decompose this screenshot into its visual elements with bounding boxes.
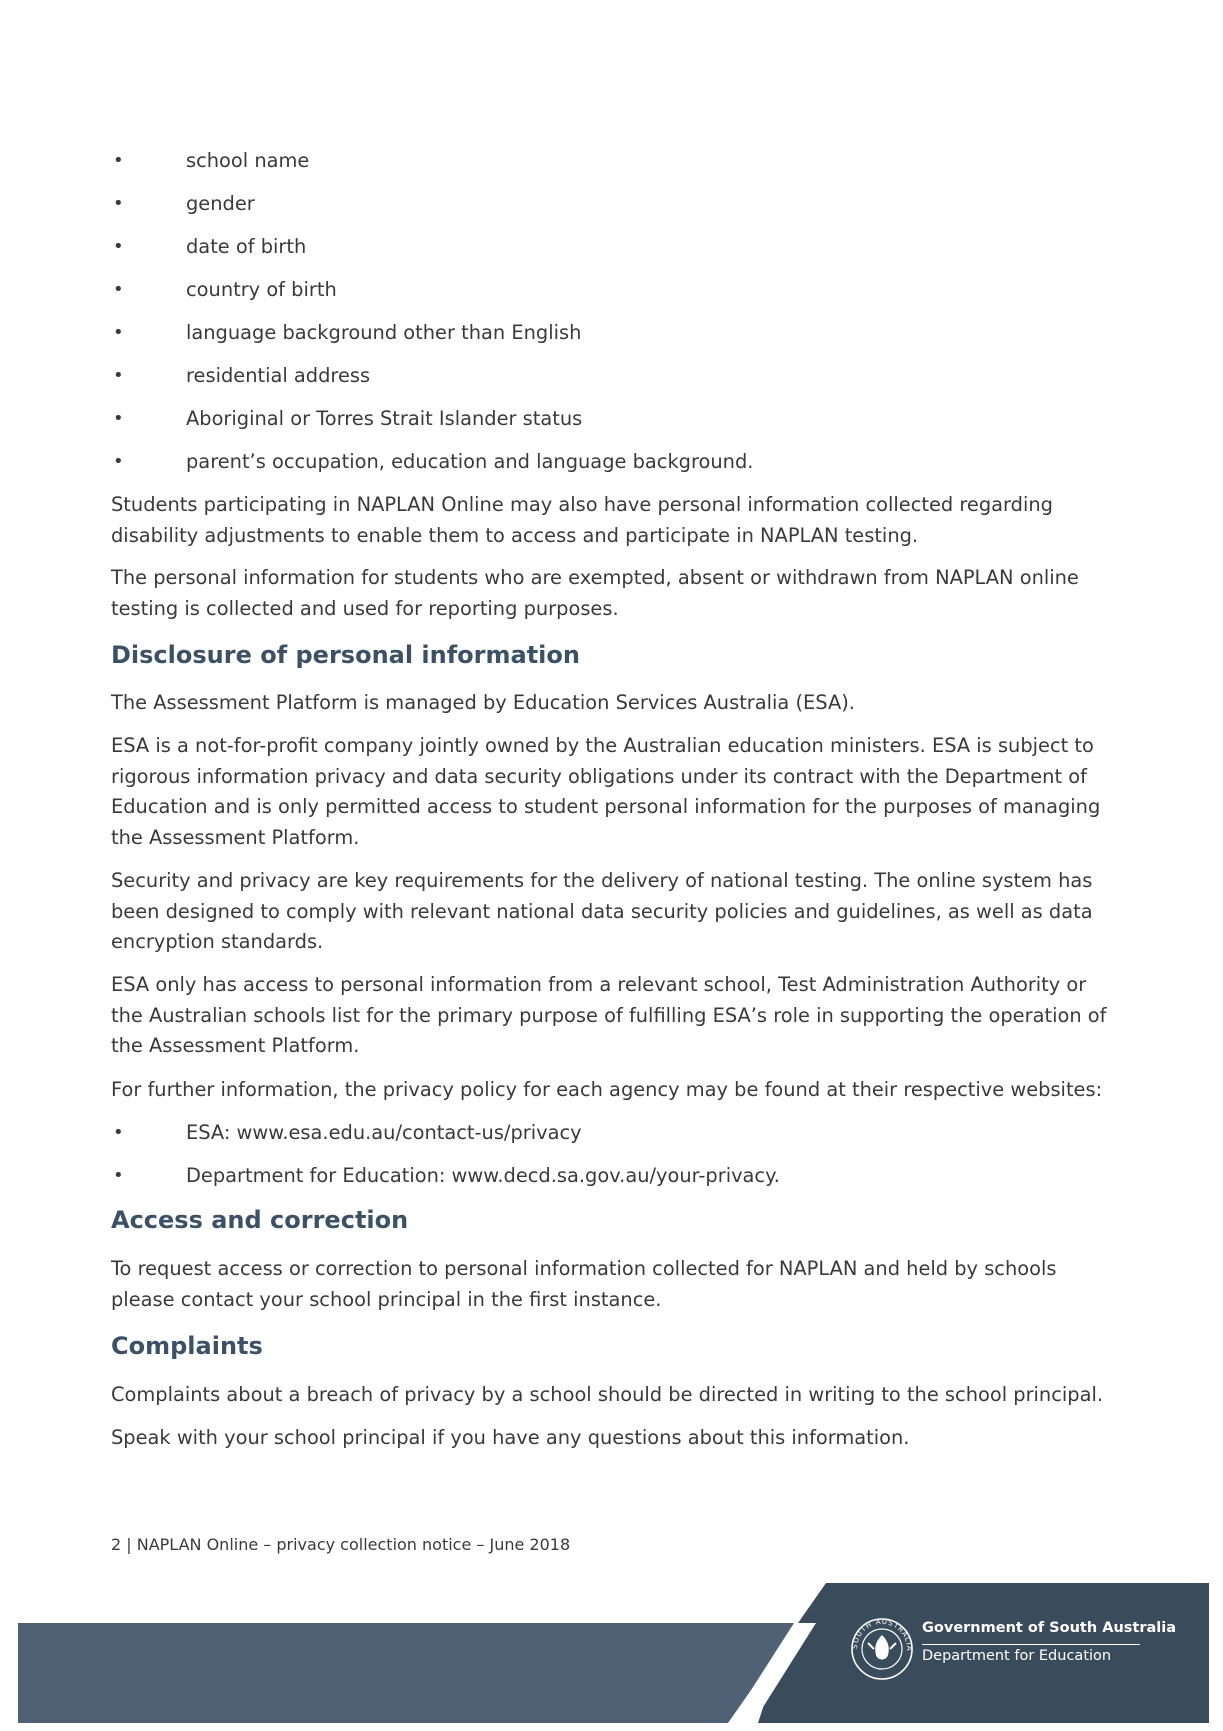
access-heading: Access and correction [111,1206,409,1234]
list-item: • school name [111,148,753,191]
sa-government-seal-icon [850,1617,914,1681]
privacy-links-list [111,1120,1121,1206]
list-item: • Department for Education: www.decd.sa.gov.au/your-privacy. [111,1163,1121,1206]
department-name: Department for Education [922,1648,1112,1664]
page-footer-label: 2 | NAPLAN Online – privacy collection notice – June 2018 [111,1535,571,1554]
disclosure-paragraph-3: Security and privacy are key requirements for the delivery of national testing. The online system has been designed to comply with relevant national data security policies and guidelines, as well as data encryption standards. [111,869,1093,953]
list-item: • language background other than English [111,320,753,363]
list-item: • Aboriginal or Torres Strait Islander status [111,406,753,449]
government-name: Government of South Australia [922,1620,1176,1636]
disclosure-heading: Disclosure of personal information [111,641,580,669]
footer-band-light [18,1623,794,1723]
disclosure-paragraph-5: For further information, the privacy policy for each agency may be found at their respective websites: [111,1078,1103,1101]
list-item: • residential address [111,363,753,406]
disability-paragraph: Students participating in NAPLAN Online may also have personal information collected regarding disability adjustments to enable them to access and participate in NAPLAN testing. [111,493,1053,547]
disclosure-paragraph-1: The Assessment Platform is managed by Education Services Australia (ESA). [111,691,855,714]
list-item: • country of birth [111,277,753,320]
collected-info-list [111,148,753,492]
list-item: • gender [111,191,753,234]
list-item: • date of birth [111,234,753,277]
exempted-paragraph: The personal information for students who are exempted, absent or withdrawn from NAPLAN online testing is collected and used for reporting purposes. [111,566,1079,620]
disclosure-paragraph-4: ESA only has access to personal information from a relevant school, Test Administration Authority or the Australian schools list for the primary purpose of fulfilling ESA’s role in supporting the operation of the Assessment Platform. [111,973,1107,1057]
complaints-paragraph-2: Speak with your school principal if you have any questions about this information. [111,1426,910,1449]
footer-divider [922,1644,1140,1645]
seal-lettering: SOUTH AUSTRALIA [850,1617,914,1652]
complaints-paragraph-1: Complaints about a breach of privacy by a school should be directed in writing to the school principal. [111,1383,1104,1406]
complaints-heading: Complaints [111,1332,263,1360]
disclosure-paragraph-2: ESA is a not-for-profit company jointly owned by the Australian education ministers. ESA is subject to rigorous information privacy and data security obligations under its contract with the Department of Education and is only permitted access to student personal information for the purposes of managing the Assessment Platform. [111,734,1101,849]
access-paragraph: To request access or correction to personal information collected for NAPLAN and held by schools please contact your school principal in the first instance. [111,1257,1057,1311]
list-item: • ESA: www.esa.edu.au/contact-us/privacy [111,1120,1121,1163]
list-item: • parent’s occupation, education and language background. [111,449,753,492]
